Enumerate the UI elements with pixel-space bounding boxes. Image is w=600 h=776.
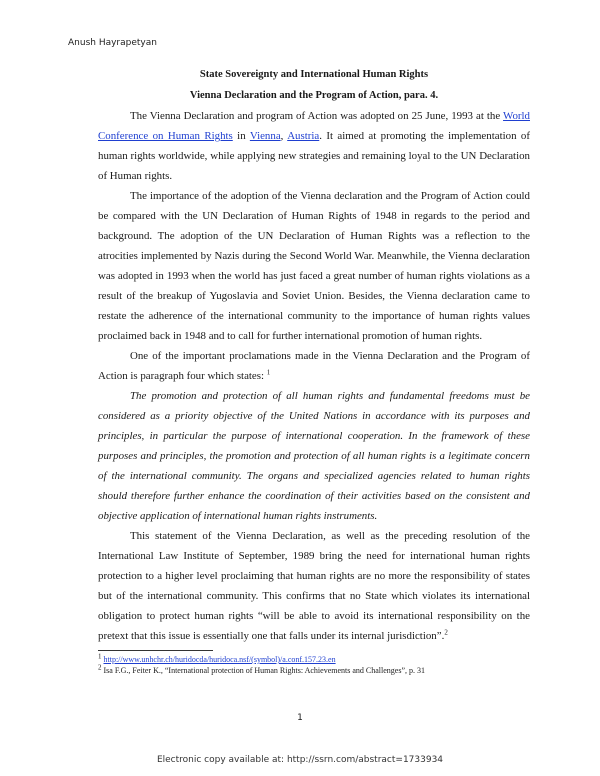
footnote-2-text: Isa F.G., Feiter K., “International protection of Human Rights: Achievements and Challenges”, p. 31	[103, 666, 426, 675]
link-world-conference[interactable]: World Conference on Human Rights	[98, 110, 530, 142]
p3-text: One of the important proclamations made in the Vienna Declaration and the Program of Action is paragraph four which states:	[98, 350, 530, 382]
footnote-2-number: 2	[98, 663, 102, 672]
footnote-1-link[interactable]: http://www.unhchr.ch/huridocda/huridoca.nsf/(symbol)/a.conf.157.23.en	[103, 655, 336, 664]
footnote-1	[98, 654, 530, 665]
link-austria[interactable]: Austria	[287, 130, 320, 142]
p1-text-b: in	[232, 130, 250, 142]
document-title: State Sovereignty and International Human Rights	[199, 69, 429, 80]
document-subtitle: Vienna Declaration and the Program of Action, para. 4.	[189, 90, 439, 101]
p1-text-c: ,	[280, 130, 288, 142]
footnote-divider	[98, 650, 213, 651]
footnote-ref-2[interactable]: 2	[444, 628, 448, 637]
p4-text: This statement of the Vienna Declaration, as well as the preceding resolution of the International Law Institute of September, 1989 bring the need for international human rights protection to a higher level proclaiming that human rights are no more the responsibility of states but of the international community. This confirms that no State which violates its international obligation to protect human rights “will be able to avoid its international responsibility on the pretext that this issue is essentially one that falls under its internal jurisdiction”.	[98, 530, 530, 642]
footnote-1-number: 1	[98, 652, 102, 661]
p1-text-d: . It aimed at promoting the implementation of human rights worldwide, while applying new strategies and remaining loyal to the UN Declaration of Human rights.	[98, 130, 530, 182]
paragraph-2: The importance of the adoption of the Vienna declaration and the Program of Action could be compared with the UN Declaration of Human Rights of 1948 in regards to the period and background. The adoption of the UN Declaration of Human Rights was a reflection to the atrocities implemented by Nazis during the Second World War. Meanwhile, the Vienna declaration was adopted in 1993 when the world has just faced a great number of human rights violations as a result of the breakup of Yugoslavia and Soviet Union. Besides, the Vienna declaration came to restate the adherence of the international community to the importance of human rights values proclaimed back in 1948 and to call for further international promotion of human rights.	[98, 190, 530, 342]
footnote-2	[98, 665, 530, 676]
p1-text-a: The Vienna Declaration and program of Action was adopted on 25 June, 1993 at the	[130, 110, 504, 122]
author-header: Anush Hayrapetyan	[68, 38, 157, 48]
quote-paragraph-four: The promotion and protection of all human rights and fundamental freedoms must be considered as a priority objective of the United Nations in accordance with its purposes and principles, in particular the purpose of international cooperation. In the framework of these purposes and principles, the promotion and protection of all human rights is a legitimate concern of the international community. The organs and specialized agencies related to human rights should therefore further enhance the coordination of their activities based on the consistent and objective application of international human rights instruments.	[98, 390, 530, 522]
footer-ssrn: Electronic copy available at: http://ssrn.com/abstract=1733934	[156, 755, 444, 765]
paragraph-1	[98, 106, 530, 186]
paragraph-4	[98, 526, 530, 646]
paragraph-3	[98, 346, 530, 386]
page-number: 1	[297, 713, 303, 723]
link-vienna[interactable]: Vienna	[249, 130, 281, 142]
document-body	[98, 68, 530, 676]
footnote-ref-1[interactable]: 1	[266, 368, 271, 377]
